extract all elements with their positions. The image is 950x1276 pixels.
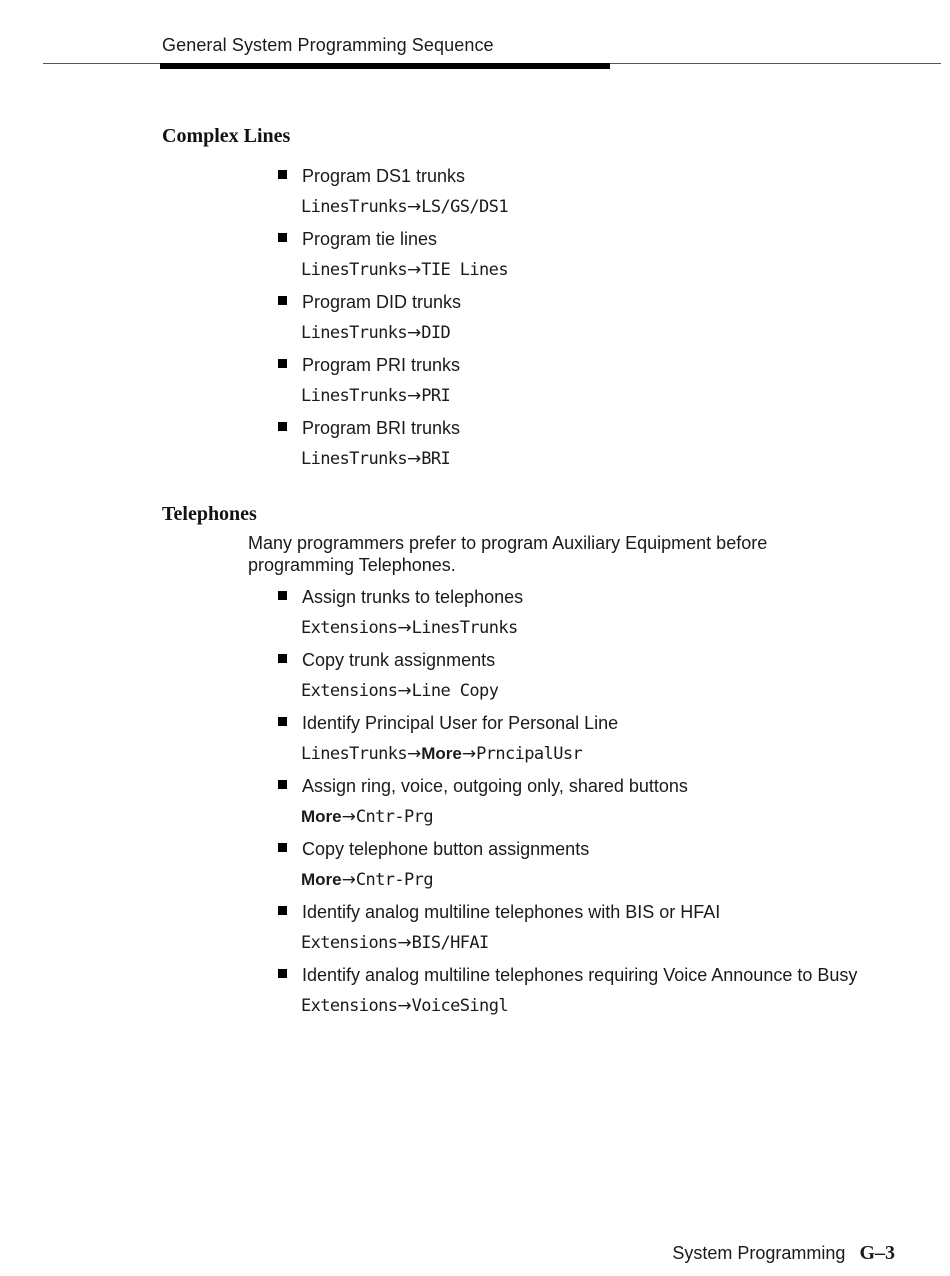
menu-path-segment: LinesTrunks bbox=[301, 386, 407, 406]
menu-path-segment: Cntr-Prg bbox=[355, 870, 433, 890]
menu-path-segment: LinesTrunks bbox=[301, 449, 407, 469]
menu-path bbox=[301, 386, 450, 406]
bullet-icon bbox=[278, 717, 287, 726]
bullet-icon bbox=[278, 296, 287, 305]
menu-path-segment: BRI bbox=[421, 449, 451, 469]
item-label: Assign ring, voice, outgoing only, shared buttons bbox=[302, 776, 688, 796]
item-label: Program DS1 trunks bbox=[302, 166, 466, 186]
menu-path-segment: VoiceSingl bbox=[411, 996, 508, 1016]
menu-path-segment: Extensions bbox=[301, 933, 398, 953]
bullet-icon bbox=[278, 654, 287, 663]
bullet-icon bbox=[278, 359, 287, 368]
menu-path bbox=[301, 323, 450, 343]
bullet-icon bbox=[278, 969, 287, 978]
menu-path-segment: LinesTrunks bbox=[301, 260, 407, 280]
arrow-icon: → bbox=[406, 386, 422, 406]
arrow-icon: → bbox=[406, 449, 422, 469]
arrow-icon: → bbox=[406, 260, 422, 280]
bullet-icon bbox=[278, 422, 287, 431]
menu-path bbox=[301, 933, 489, 953]
menu-path-segment: TIE Lines bbox=[421, 260, 508, 280]
menu-path bbox=[301, 870, 433, 890]
footer-text: System Programming bbox=[672, 1243, 846, 1263]
item-label: Copy telephone button assignments bbox=[302, 839, 590, 859]
arrow-icon: → bbox=[406, 744, 422, 764]
menu-path-segment: PrncipalUsr bbox=[476, 744, 583, 764]
menu-path bbox=[301, 681, 498, 701]
menu-path-segment: LinesTrunks bbox=[301, 197, 407, 217]
item-label: Program BRI trunks bbox=[302, 418, 461, 438]
menu-path-segment: BIS/HFAI bbox=[411, 933, 489, 953]
arrow-icon: → bbox=[461, 744, 477, 764]
menu-path-segment: LinesTrunks bbox=[301, 744, 407, 764]
arrow-icon: → bbox=[397, 996, 412, 1016]
menu-path-segment: LinesTrunks bbox=[301, 323, 407, 343]
bullet-icon bbox=[278, 843, 287, 852]
menu-path-segment: More bbox=[301, 807, 342, 826]
menu-path bbox=[301, 744, 582, 764]
bullet-icon bbox=[278, 591, 287, 600]
item-label: Identify analog multiline telephones with BIS or HFAI bbox=[302, 902, 721, 922]
menu-path-segment: More bbox=[301, 870, 342, 889]
menu-path bbox=[301, 449, 450, 469]
bullet-icon bbox=[278, 170, 287, 179]
menu-path bbox=[301, 807, 433, 827]
menu-path-segment: LinesTrunks bbox=[411, 618, 518, 638]
menu-path-segment: Extensions bbox=[301, 681, 398, 701]
bullet-icon bbox=[278, 906, 287, 915]
item-label: Identify Principal User for Personal Line bbox=[302, 713, 619, 733]
arrow-icon: → bbox=[397, 618, 412, 638]
menu-path-segment: Extensions bbox=[301, 996, 398, 1016]
menu-path-segment: PRI bbox=[421, 386, 451, 406]
menu-path bbox=[301, 260, 508, 280]
section-heading-complex-lines: Complex Lines bbox=[162, 125, 291, 147]
item-label: Program PRI trunks bbox=[302, 355, 461, 375]
bullet-icon bbox=[278, 233, 287, 242]
arrow-icon: → bbox=[341, 870, 356, 890]
item-label: Identify analog multiline telephones requiring Voice Announce to Busy bbox=[302, 965, 858, 985]
menu-path-segment: Extensions bbox=[301, 618, 398, 638]
menu-path-segment: More bbox=[421, 744, 462, 763]
item-label: Program tie lines bbox=[302, 229, 438, 249]
header-accent-bar bbox=[160, 63, 610, 69]
arrow-icon: → bbox=[406, 323, 422, 343]
menu-path-segment: Line Copy bbox=[411, 681, 499, 701]
arrow-icon: → bbox=[406, 197, 422, 217]
menu-path bbox=[301, 996, 508, 1016]
menu-path-segment: LS/GS/DS1 bbox=[421, 197, 508, 217]
page-footer bbox=[672, 1242, 895, 1265]
arrow-icon: → bbox=[341, 807, 356, 827]
arrow-icon: → bbox=[397, 681, 412, 701]
menu-path-segment: DID bbox=[421, 323, 451, 343]
item-label: Program DID trunks bbox=[302, 292, 462, 312]
menu-path bbox=[301, 197, 508, 217]
menu-path-segment: Cntr-Prg bbox=[355, 807, 433, 827]
bullet-icon bbox=[278, 780, 287, 789]
arrow-icon: → bbox=[397, 933, 412, 953]
header-title: General System Programming Sequence bbox=[162, 35, 494, 55]
item-label: Copy trunk assignments bbox=[302, 650, 496, 670]
section-heading-telephones: Telephones bbox=[162, 503, 257, 525]
telephones-intro: Many programmers prefer to program Auxiliary Equipment before programming Telephones. bbox=[248, 533, 768, 575]
menu-path bbox=[301, 618, 518, 638]
page-number: G–3 bbox=[859, 1242, 895, 1264]
item-label: Assign trunks to telephones bbox=[302, 587, 524, 607]
